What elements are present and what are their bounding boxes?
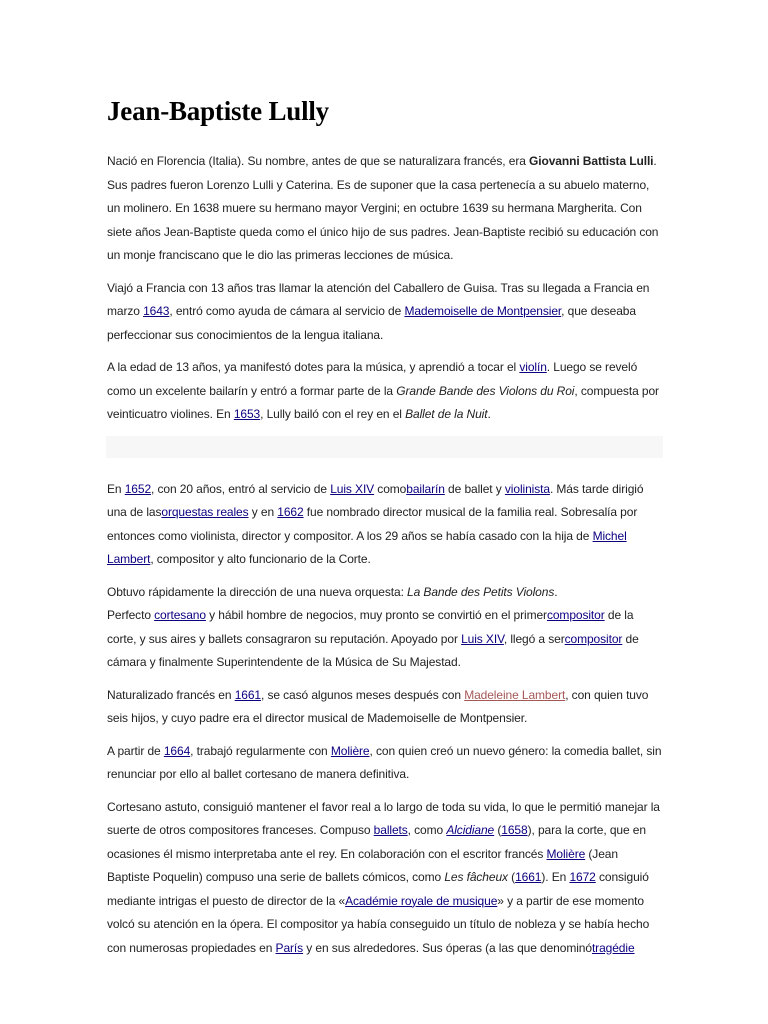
link-1661[interactable]: 1661 bbox=[515, 870, 542, 884]
text-span: . bbox=[554, 584, 558, 599]
link-luis-xiv[interactable]: Luis XIV bbox=[330, 481, 375, 496]
link-paris[interactable]: París bbox=[275, 940, 304, 955]
link-compositor[interactable]: compositor bbox=[564, 631, 623, 646]
link-alcidiane[interactable] bbox=[446, 823, 494, 837]
italic-title: Les fâcheux bbox=[444, 870, 508, 884]
link-violinista[interactable]: violinista bbox=[504, 481, 550, 496]
paragraph-7 bbox=[107, 740, 662, 787]
link-ballets[interactable]: ballets bbox=[373, 823, 408, 837]
text-span: ( bbox=[507, 870, 516, 884]
text-span: de la corte, y sus aires y ballets consagraron su reputación. Apoyado por bbox=[107, 608, 634, 646]
text-span: Perfecto bbox=[107, 608, 155, 622]
text-span: Viajó a Francia con 13 años tras llamar la atención del Caballero de Guisa. Tras su llegada a Francia en marzo bbox=[107, 280, 650, 318]
link-1661[interactable]: 1661 bbox=[234, 687, 261, 702]
italic-title: Grande Bande des Violons du Roi bbox=[396, 383, 575, 398]
text-span: Obtuvo rápidamente la dirección de una nueva orquesta: bbox=[107, 584, 408, 599]
text-span: Cortesano astuto, consiguió mantener el favor real a lo largo de toda su vida, lo que le permitió manejar la suerte de otros compositores franceses. Compuso bbox=[107, 799, 660, 837]
text-span: ( bbox=[494, 823, 502, 837]
text-span: , Lully bailó con el rey en el bbox=[260, 407, 406, 421]
link-moliere[interactable]: Molière bbox=[546, 846, 586, 861]
text-span: y en sus alrededores. Sus óperas (a las que denominó bbox=[303, 940, 592, 955]
text-span: de ballet y bbox=[444, 481, 505, 496]
text-span: consiguió mediante intrigas el puesto de director de la « bbox=[107, 870, 649, 908]
text-span: (Jean Baptiste Poquelin) compuso una serie de ballets cómicos, como bbox=[107, 846, 618, 884]
link-madeleine-lambert[interactable]: Madeleine Lambert bbox=[464, 687, 566, 702]
text-span: fue nombrado director musical de la familia real. Sobresalía por entonces como violinista, director y compositor. A los 29 años se había casado con la hija de bbox=[107, 505, 638, 543]
italic-title: Ballet de la Nuit bbox=[405, 407, 488, 421]
text-span: , trabajó regularmente con bbox=[190, 743, 331, 758]
paragraph-6 bbox=[107, 684, 662, 731]
bold-name: Giovanni Battista Lulli bbox=[529, 154, 654, 168]
text-span: . bbox=[487, 407, 491, 421]
italic-link-text: Alcidiane bbox=[446, 823, 495, 837]
link-cortesano[interactable]: cortesano bbox=[154, 608, 206, 622]
text-span: , con quien creó un nuevo género: la comedia ballet, sin renunciar por ello al ballet cortesano de manera definitiva. bbox=[107, 743, 662, 781]
text-span: A la edad de 13 años, ya manifestó dotes para la música, y aprendió a tocar el bbox=[107, 360, 520, 374]
text-span: , entró como ayuda de cámara al servicio de bbox=[169, 304, 405, 318]
link-1652[interactable]: 1652 bbox=[124, 481, 152, 496]
paragraph-4 bbox=[107, 478, 662, 572]
link-bailarin[interactable]: bailarín bbox=[406, 481, 445, 496]
text-span: , que deseaba perfeccionar sus conocimientos de la lengua italiana. bbox=[107, 304, 636, 342]
text-span: Naturalizado francés en bbox=[107, 687, 235, 702]
link-academie-royale-de-musique[interactable]: Académie royale de musique bbox=[345, 893, 498, 908]
link-tragedie[interactable]: tragédie bbox=[591, 940, 635, 955]
article-body bbox=[107, 94, 662, 969]
link-1653[interactable]: 1653 bbox=[233, 407, 261, 421]
paragraph-8 bbox=[107, 796, 662, 961]
link-compositor[interactable]: compositor bbox=[546, 608, 605, 622]
paragraph-5 bbox=[107, 581, 662, 675]
link-1664[interactable]: 1664 bbox=[163, 743, 191, 758]
text-span: En bbox=[107, 481, 125, 496]
text-span: , compuesta por veinticuatro violines. En bbox=[107, 383, 659, 421]
italic-title: La Bande des Petits Violons bbox=[407, 584, 555, 599]
link-violin[interactable]: violín bbox=[519, 360, 547, 374]
link-orquestas-reales[interactable]: orquestas reales bbox=[161, 505, 249, 519]
text-span: , se casó algunos meses después con bbox=[260, 687, 465, 702]
text-span: . Luego se reveló como un excelente bailarín y entró a formar parte de la bbox=[107, 360, 638, 398]
text-span: , con 20 años, entró al servicio de bbox=[151, 481, 331, 496]
text-span: . Sus padres fueron Lorenzo Lulli y Caterina. Es de suponer que la casa pertenecía a su abuelo materno, un molinero. En 1638 muere su hermano mayor Vergini; en octubre 1639 su hermana Margherita. Con siete años Jean-Baptiste queda como el único hijo de sus padres. Jean-Baptiste recibió su educación con un monje franciscano que le dio las primeras lecciones de música. bbox=[107, 154, 659, 262]
text-span: . Más tarde dirigió una de las bbox=[107, 481, 644, 519]
text-span: , llegó a ser bbox=[503, 631, 565, 646]
page-title: Jean-Baptiste Lully bbox=[107, 96, 329, 126]
link-mademoiselle-de-montpensier[interactable]: Mademoiselle de Montpensier bbox=[404, 304, 562, 318]
text-span: ), para la corte, que en ocasiones él mismo interpretaba ante el rey. En colaboración con el escritor francés bbox=[107, 823, 646, 861]
paragraph-2 bbox=[107, 277, 662, 348]
text-span: y en bbox=[248, 505, 278, 519]
text-span: de cámara y finalmente Superintendente de la Música de Su Majestad. bbox=[107, 631, 639, 669]
link-1643[interactable]: 1643 bbox=[143, 304, 170, 318]
paragraph-1 bbox=[107, 150, 662, 268]
text-span: y hábil hombre de negocios, muy pronto se convirtió en el primer bbox=[205, 608, 547, 622]
text-span: » y a partir de ese momento volcó su atención en la ópera. El compositor ya había conseguido un título de nobleza y se había hecho con numerosas propiedades en bbox=[107, 893, 650, 955]
link-luis-xiv[interactable]: Luis XIV bbox=[461, 631, 504, 646]
text-span: ). En bbox=[541, 870, 570, 884]
paragraph-3 bbox=[107, 356, 662, 427]
link-moliere[interactable]: Molière bbox=[330, 743, 370, 758]
text-span: como bbox=[374, 481, 407, 496]
link-1658[interactable]: 1658 bbox=[501, 823, 528, 837]
grey-divider-band bbox=[106, 436, 663, 458]
text-span: A partir de bbox=[107, 743, 164, 758]
text-span: , con quien tuvo seis hijos, y cuyo padre era el director musical de Mademoiselle de Montpensier. bbox=[107, 687, 649, 725]
link-michel-lambert[interactable]: Michel Lambert bbox=[107, 528, 627, 566]
link-1662[interactable]: 1662 bbox=[277, 505, 304, 519]
link-1672[interactable]: 1672 bbox=[569, 870, 596, 884]
text-span: Nació en Florencia (Italia). Su nombre, antes de que se naturalizara francés, era bbox=[107, 154, 530, 168]
text-span: , como bbox=[407, 823, 447, 837]
text-span: , compositor y alto funcionario de la Corte. bbox=[150, 552, 371, 566]
